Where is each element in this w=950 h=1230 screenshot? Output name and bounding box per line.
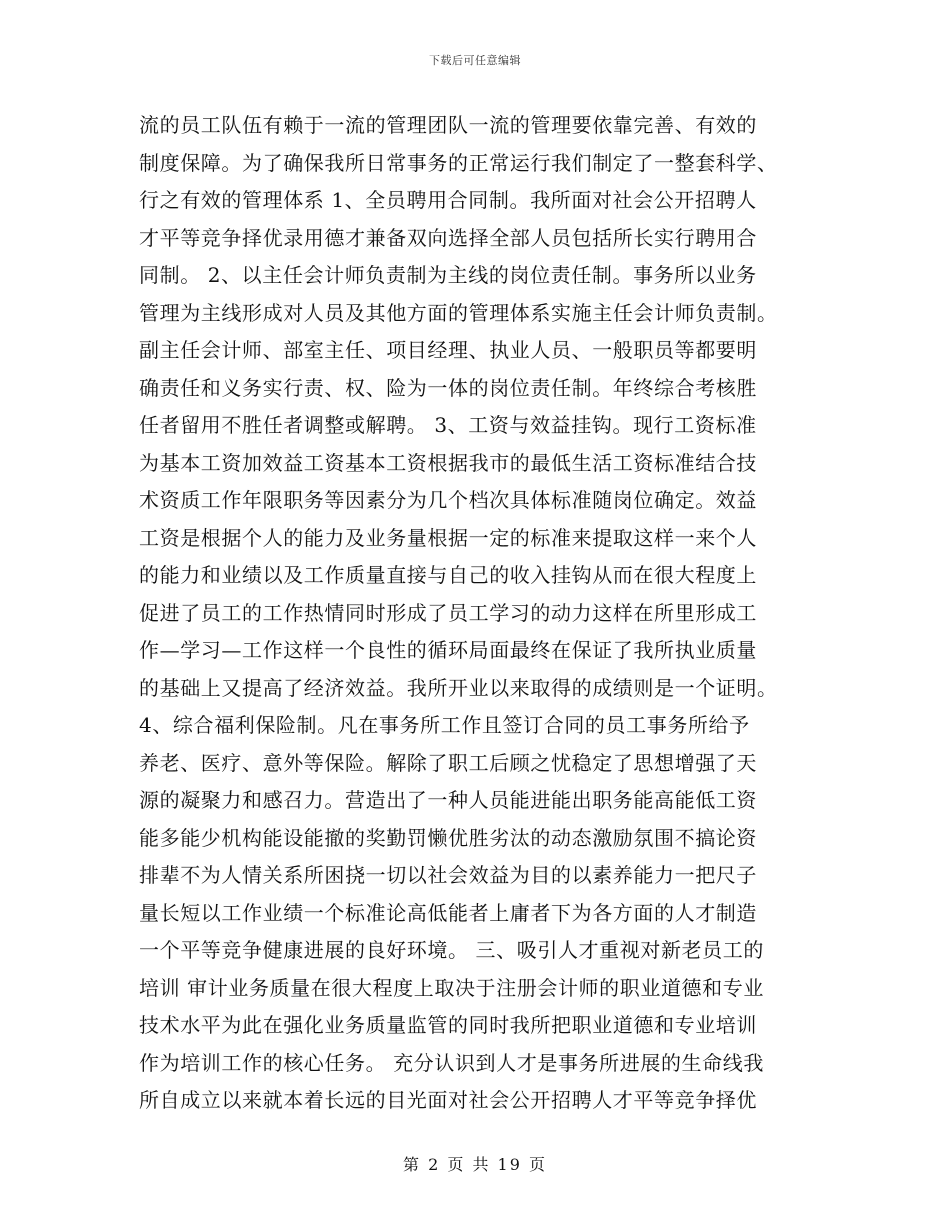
body-text-line: 工资是根据个人的能力及业务量根据一定的标准来提取这样一来个人 (139, 525, 757, 550)
body-text-line: 管理为主线形成对人员及其他方面的管理体系实施主任会计师负责制。 (139, 300, 778, 325)
body-text-line: 所自成立以来就本着长远的目光面对社会公开招聘人才平等竞争择优 (139, 1088, 757, 1112)
body-text-line: 一个平等竞争健康进展的良好环境。 三、吸引人才重视对新老员工的 (139, 938, 764, 962)
body-text-line: 同制。 2、以主任会计师负责制为主线的岗位责任制。事务所以业务 (139, 263, 757, 287)
body-text-line: 4、综合福利保险制。凡在事务所工作且签订合同的员工事务所给予 (139, 713, 750, 737)
body-text-line: 促进了员工的工作热情同时形成了员工学习的动力这样在所里形成工 (139, 600, 757, 625)
body-text-line: 作—学习—工作这样一个良性的循环局面最终在保证了我所执业质量 (139, 638, 757, 662)
body-text-line: 能多能少机构能设能撤的奖勤罚懒优胜劣汰的动态激励氛围不搞论资 (139, 825, 757, 850)
body-text-line: 为基本工资加效益工资基本工资根据我市的最低生活工资标准结合技 (139, 450, 757, 475)
body-text-line: 副主任会计师、部室主任、项目经理、执业人员、一般职员等都要明 (139, 338, 757, 362)
body-text-line: 的基础上又提高了经济效益。我所开业以来取得的成绩则是一个证明。 (139, 675, 778, 700)
body-text-line: 培训 审计业务质量在很大程度上取决于注册会计师的职业道德和专业 (139, 975, 764, 1000)
body-text-line: 流的员工队伍有赖于一流的管理团队一流的管理要依靠完善、有效的 (139, 113, 757, 137)
body-text-line: 任者留用不胜任者调整或解聘。 3、工资与效益挂钩。现行工资标准 (139, 413, 757, 437)
body-text-line: 排辈不为人情关系所困挠一切以社会效益为目的以素养能力一把尺子 (139, 863, 757, 887)
page-header-watermark: 下载后可任意编辑 (429, 54, 521, 67)
document-body (139, 107, 839, 1120)
body-text-line: 才平等竞争择优录用德才兼备双向选择全部人员包括所长实行聘用合 (139, 225, 757, 250)
body-text-line: 制度保障。为了确保我所日常事务的正常运行我们制定了一整套科学、 (139, 150, 778, 175)
body-text-line: 养老、医疗、意外等保险。解除了职工后顾之忧稳定了思想增强了天 (139, 750, 757, 775)
body-text-line: 技术水平为此在强化业务质量监管的同时我所把职业道德和专业培训 (139, 1013, 757, 1037)
body-text-line: 作为培训工作的核心任务。 充分认识到人才是事务所进展的生命线我 (139, 1050, 764, 1075)
body-text-line: 源的凝聚力和感召力。营造出了一种人员能进能出职务能高能低工资 (139, 788, 757, 812)
body-text-line: 行之有效的管理体系 1、全员聘用合同制。我所面对社会公开招聘人 (139, 188, 757, 212)
body-text-line: 确责任和义务实行责、权、险为一体的岗位责任制。年终综合考核胜 (139, 375, 757, 400)
page-number-footer: 第 2 页 共 19 页 (403, 1155, 547, 1174)
body-text-line: 量长短以工作业绩一个标准论高低能者上庸者下为各方面的人才制造 (139, 900, 757, 925)
body-text-line: 的能力和业绩以及工作质量直接与自己的收入挂钩从而在很大程度上 (139, 563, 757, 587)
body-text-line: 术资质工作年限职务等因素分为几个档次具体标准随岗位确定。效益 (139, 488, 757, 512)
